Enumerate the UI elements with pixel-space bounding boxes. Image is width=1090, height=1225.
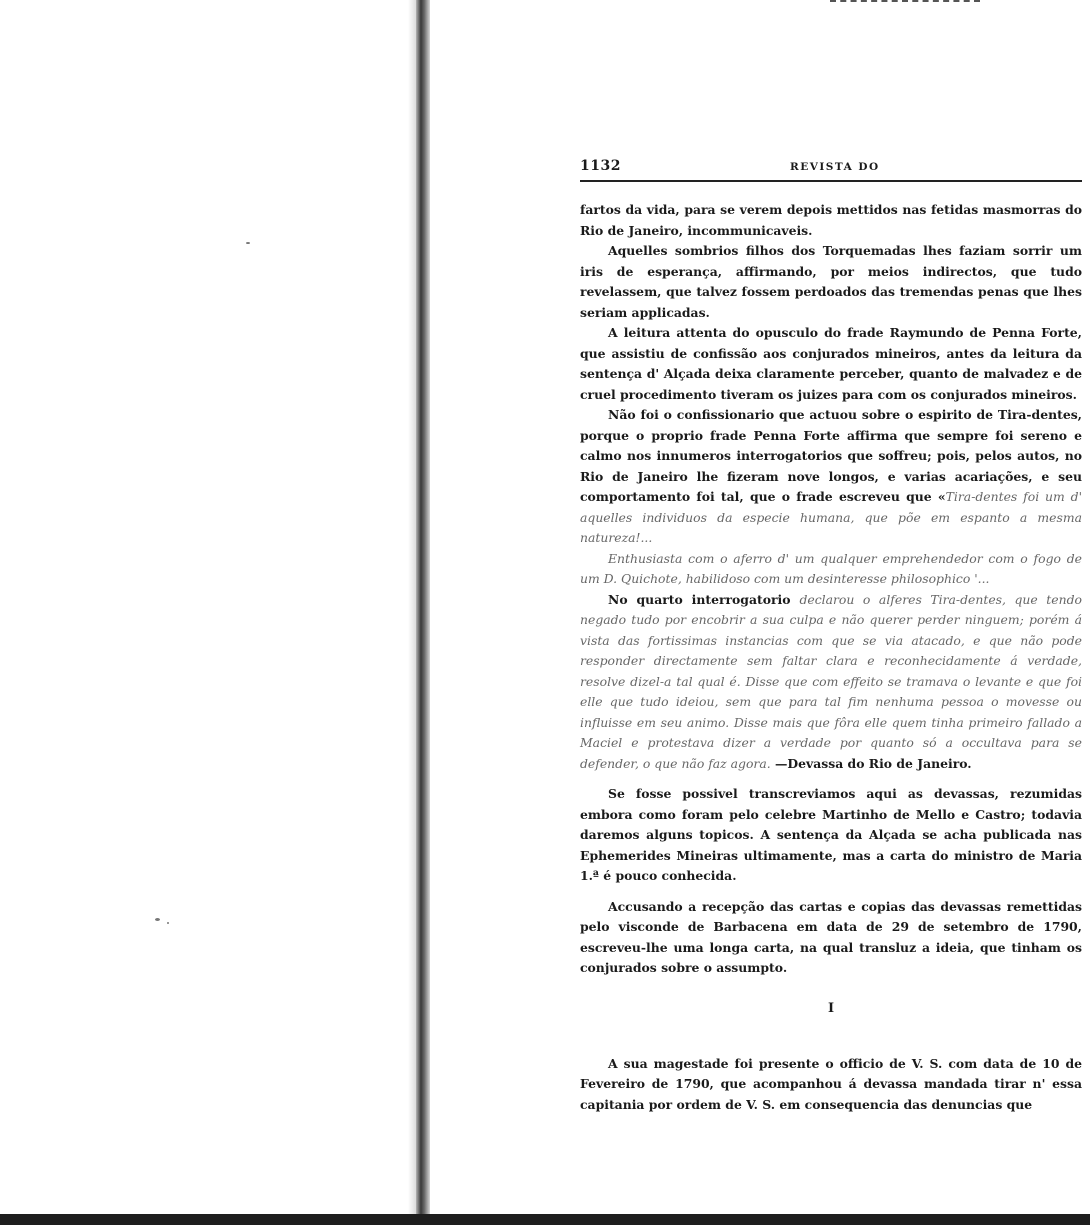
ink-speck xyxy=(155,918,160,921)
paragraph-lead: No quarto interrogatorio xyxy=(608,591,791,607)
book-spine xyxy=(416,0,430,1225)
paragraph: A leitura attenta do opusculo do frade Raymundo de Penna Forte, que assistiu de confissão aos conjurados mineiros, antes da leitura da sentença d' Alçada deixa claramente perceber, quanto de malvadez e de cruel procedimento tiveram os juizes para com os conjurados mineiros. xyxy=(580,325,1082,402)
book-page xyxy=(580,158,1082,1115)
paragraph-lead: Não foi o confissionario que actuou sobre o espirito de Tira-dentes, porque o proprio frade Penna Forte affirma que sempre foi sereno e calmo nos innumeros interrogatorios que soffreu; pois, pelos autos, no Rio de Janeiro lhe fizeram nove longos, e varias acariações, e seu comportamento foi tal, que o frade escreveu que « xyxy=(580,407,1082,504)
ink-speck xyxy=(246,242,250,244)
page-number: 1132 xyxy=(580,158,621,174)
paragraph-gap xyxy=(580,887,1082,897)
scan-bottom-edge xyxy=(0,1214,1090,1225)
ink-speck xyxy=(167,922,169,924)
scan-edge-marks xyxy=(830,0,980,5)
journal-title: REVISTA DO xyxy=(790,161,880,173)
paragraph: Aquelles sombrios filhos dos Torquemadas lhes faziam sorrir um iris de esperança, affirmando, por meios indirectos, que tudo revelassem, que talvez fossem perdoados das tremendas penas que lhes seriam applicadas. xyxy=(580,243,1082,320)
paragraph: fartos da vida, para se verem depois mettidos nas fetidas masmorras do Rio de Janeiro, incommunicaveis. xyxy=(580,202,1082,238)
frade-quote: Tira-dentes foi um d' aquelles individuos da especie humana, que põe em espanto a mesma natureza!... xyxy=(580,489,1082,545)
paragraph-gap xyxy=(580,774,1082,784)
citation: —Devassa do Rio de Janeiro. xyxy=(775,755,972,771)
paragraph: Se fosse possivel transcreviamos aqui as devassas, rezumidas embora como foram pelo celebre Martinho de Mello e Castro; todavia daremos alguns topicos. A sentença da Alçada se acha publicada nas Ephemerides Mineiras ultimamente, mas a carta do ministro de Maria 1.ª é pouco conhecida. xyxy=(580,786,1082,883)
facing-page-blank xyxy=(0,0,416,1225)
letter-paragraph: A sua magestade foi presente o officio de V. S. com data de 10 de Fevereiro de 1790, que acompanhou á devassa mandada tirar n' essa capitania por ordem de V. S. em consequencia das denuncias que xyxy=(580,1055,1082,1112)
paragraph: Accusando a recepção das cartas e copias das devassas remettidas pelo visconde de Barbacena em data de 29 de setembro de 1790, escreveu-lhe uma longa carta, na qual transluz a ideia, que tinham os conjurados sobre o assumpto. xyxy=(580,898,1082,975)
running-header xyxy=(580,158,1082,182)
page-gutter-shadow xyxy=(408,0,416,1225)
paragraph xyxy=(580,405,1082,549)
section-mark: I xyxy=(827,1000,835,1016)
paragraph xyxy=(580,590,1082,775)
interrogatorio-quote: declarou o alferes Tira-dentes, que tendo negado tudo por encobrir a sua culpa e não querer perder ninguem; porém á vista das fortissimas instancias com que se via atacado, e que não pode responder directamente sem faltar clara e reconhecidamente á verdade, resolve dizel-a tal qual é. Disse que com effeito se tramava o levante e que foi elle que tudo ideiou, sem que para tal fim nenhuma pessoa o movesse ou influisse em seu animo. Disse mais que fôra elle quem tinha primeiro fallado a Maciel e protestava dizer a verdade por quanto só a occultava para se defender, o que não faz agora. xyxy=(580,591,1082,771)
paragraph-quote: Enthusiasta com o aferro d' um qualquer emprehendedor com o fogo de um D. Quichote, habilidoso com um desinteresse philosophico '... xyxy=(580,550,1082,586)
